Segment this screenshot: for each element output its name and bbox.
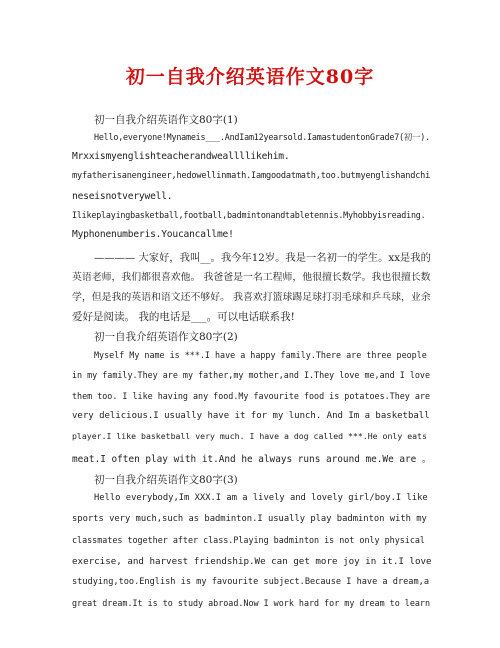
paragraph-line: Hello everybody,Im XXX.I am a lively and lovely girl/boy.I like xyxy=(94,493,428,503)
paragraph-line: them too. I like having any food.My favourite food is potatoes.They are xyxy=(72,391,430,401)
paragraph-line: studying,too.English is my favourite subject.Because I have a dream,a xyxy=(72,577,429,587)
paragraph-line: Myphonenumberis.Youcancallme! xyxy=(72,229,234,240)
section-heading: 初一自我介绍英语作文80字(3) xyxy=(94,474,238,486)
paragraph-line: great dream.It is to study abroad.Now I work hard for my dream to learn xyxy=(72,598,430,608)
paragraph-line: Hello,everyone!Mynameis___.AndIam12yearsold.IamastudentonGrade7(初一). xyxy=(94,132,430,142)
paragraph-line: myfatherisanengineer,hedowellinmath.Iamgoodatmath,too.butmyenglishandchi xyxy=(72,171,431,181)
paragraph-line: Ilikeplayingbasketball,football,badmintonandtabletennis.Myhobbyisreading. xyxy=(72,210,426,220)
paragraph-line: exercise, and harvest friendship.We can get more joy in it.I love xyxy=(72,556,432,567)
paragraph-line: Mrxxismyenglishteacherandweallllikehim. xyxy=(72,151,290,162)
paragraph-line: classmates together after class.Playing badminton is not only physical xyxy=(72,535,425,545)
paragraph-line: sports very much,such as badminton.I usually play badminton with my xyxy=(72,514,427,524)
paragraph-line: neseisnotverywell. xyxy=(72,191,173,202)
paragraph-line: very delicious.I usually have it for my lunch. And Im a basketball xyxy=(72,411,430,421)
paragraph-line: in my family.They are my father,my mother,and I.They love me,and I love xyxy=(72,370,430,380)
section-heading: 初一自我介绍英语作文80字(1) xyxy=(94,114,238,126)
paragraph-line: 学，但是我的英语和语文还不够好。 我喜欢打篮球踢足球打羽毛球和乒乓球，业余 xyxy=(72,292,431,303)
paragraph-line: 爱好是阅读。 我的电话是___。可以电话联系我! xyxy=(72,311,295,323)
section-heading: 初一自我介绍英语作文80字(2) xyxy=(94,331,238,343)
paragraph-line: 英语老师，我们都很喜欢他。 我爸爸是一名工程师，他很擅长数学。我也很擅长数 xyxy=(72,272,431,283)
document-title: 初一自我介绍英语作文80字 xyxy=(125,66,375,88)
paragraph-line: meat.I often play with it.And he always runs around me.We are 。 xyxy=(72,454,432,465)
paragraph-line: ———— 大家好，我叫__。我今年12岁。我是一名初一的学生。xx是我的 xyxy=(94,252,431,264)
paragraph-line: Myself My name is ***.I have a happy family.There are three people xyxy=(94,350,427,360)
paragraph-line: player.I like basketball very much. I have a dog called ***.He only eats xyxy=(72,431,427,441)
